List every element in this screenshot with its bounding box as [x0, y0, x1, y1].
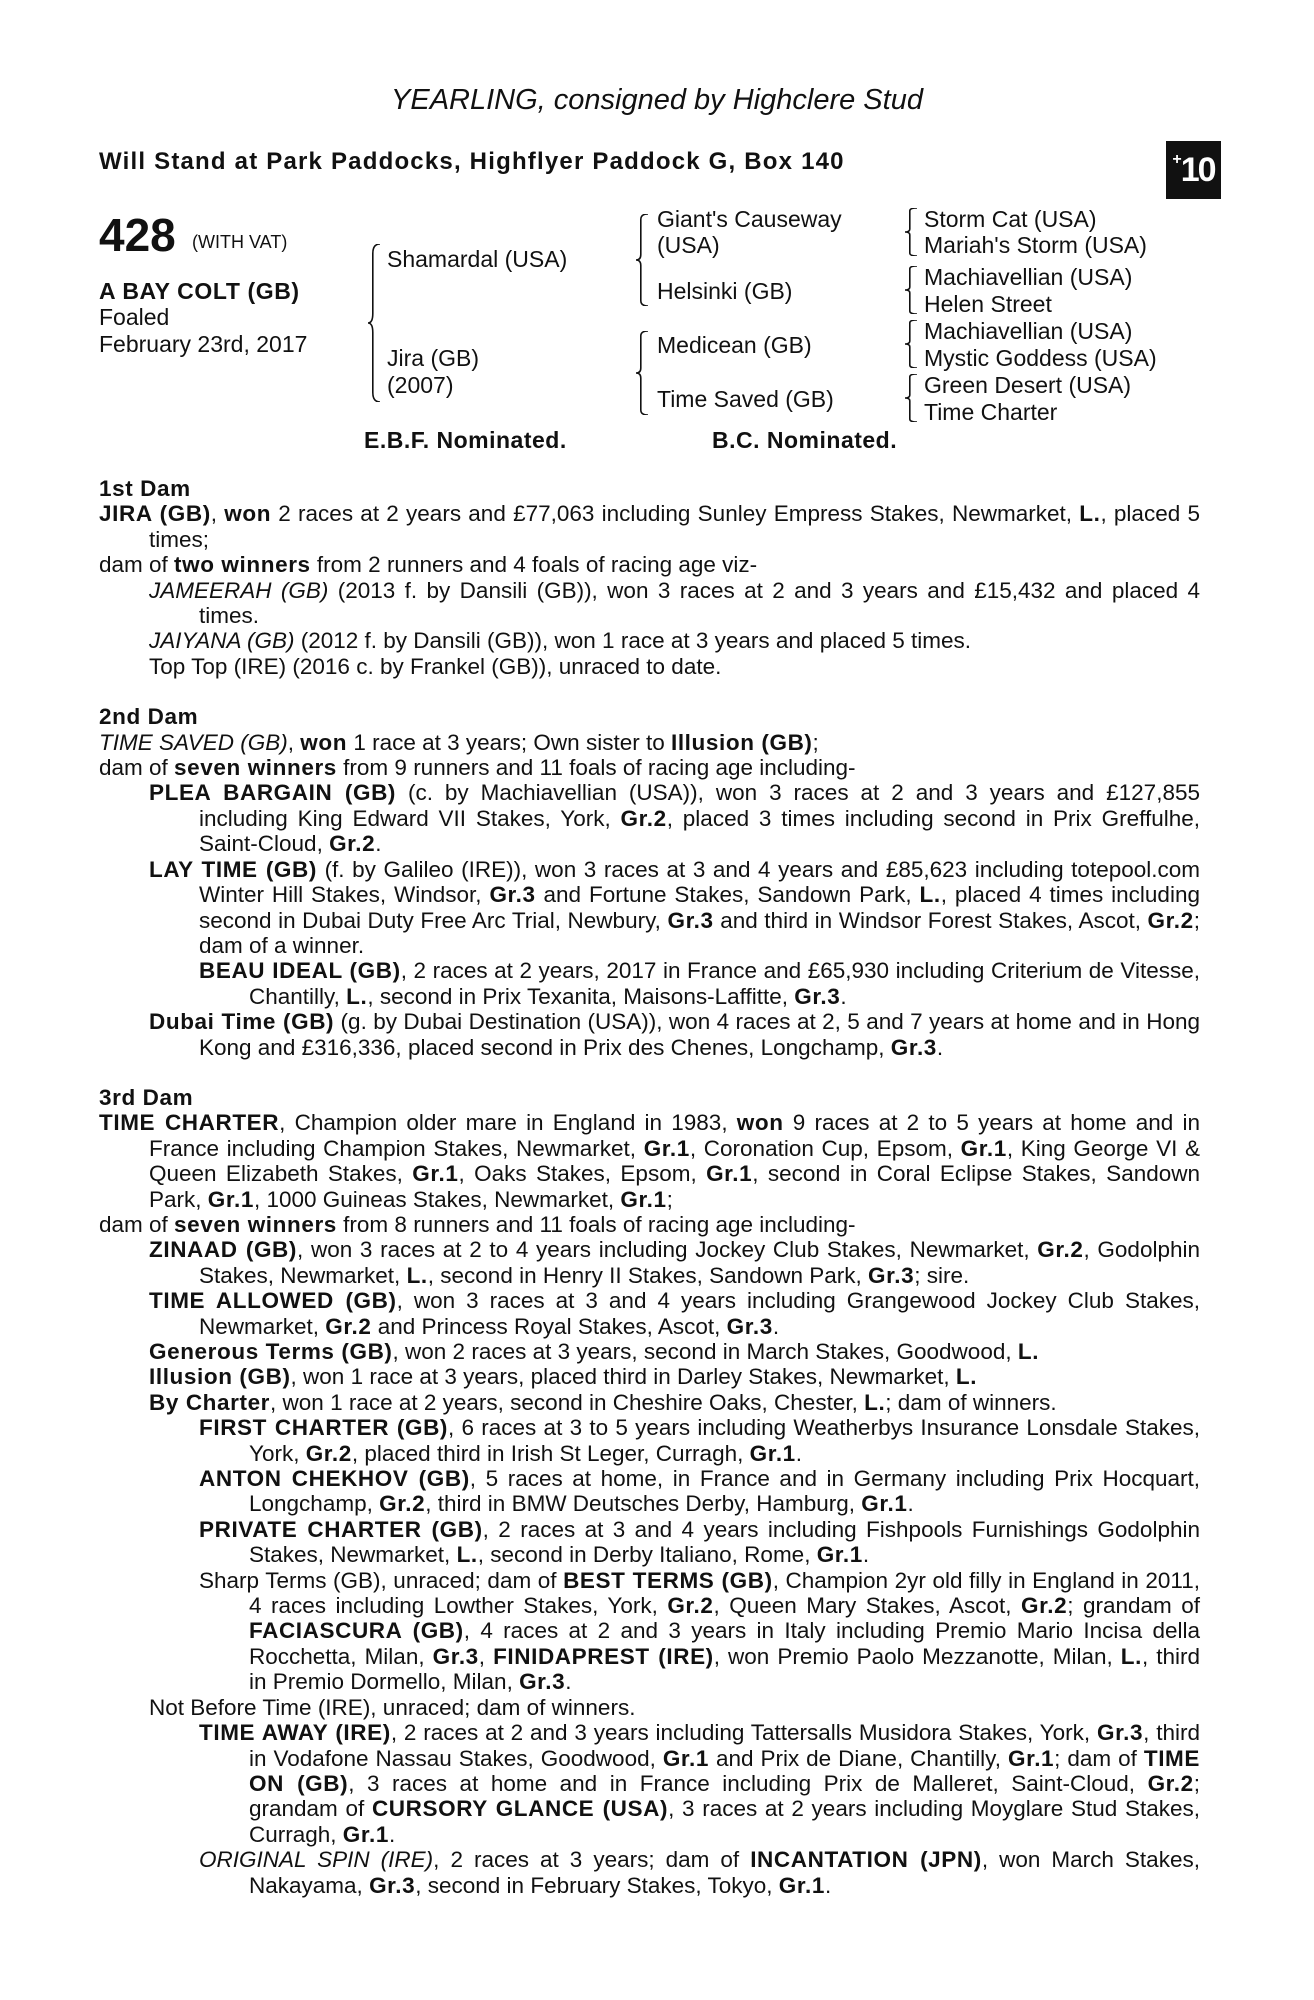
text: .: [862, 1542, 870, 1568]
produce-record: [99, 654, 1200, 679]
bold-text: Gr.1: [706, 1161, 753, 1187]
pedigree-dam-year: (2007): [387, 372, 454, 398]
produce-record: [99, 578, 1200, 629]
text: and Fortune Stakes, Sandown Park,: [535, 882, 920, 908]
bold-text: L.: [406, 1262, 428, 1288]
text: dam of: [99, 552, 175, 578]
lot-number: 428: [99, 209, 176, 261]
bold-text: By Charter: [149, 1389, 271, 1415]
bold-text: BEST TERMS (GB): [563, 1567, 773, 1593]
section-heading: 3rd Dam: [99, 1084, 194, 1110]
text: .: [795, 1440, 803, 1466]
bold-text: won: [224, 501, 272, 527]
produce-record: [99, 1847, 1200, 1898]
brace-icon: [905, 374, 917, 422]
bold-text: won: [736, 1110, 784, 1136]
text: , 1000 Guineas Stakes, Newmarket,: [253, 1186, 621, 1212]
bold-text: FIRST CHARTER (GB): [199, 1415, 449, 1441]
text: , second in February Stakes, Tokyo,: [415, 1872, 779, 1898]
text: ; sire.: [914, 1262, 970, 1288]
text: , 5 races at home, in France and in Germany including Prix Hocquart, Longchamp,: [249, 1466, 1200, 1517]
bold-text: Gr.1: [861, 1491, 908, 1517]
text: , 2 races at 2 and 3 years including Tattersalls Musidora Stakes, York,: [390, 1720, 1097, 1746]
dam-section: [99, 476, 1200, 679]
text: and Prix de Diane, Chantilly,: [709, 1745, 1008, 1771]
text: , Coronation Cup, Epsom,: [689, 1135, 961, 1161]
foaled-date: February 23rd, 2017: [99, 331, 308, 357]
text: Sharp Terms (GB), unraced; dam of: [199, 1567, 564, 1593]
pedigree-gen3: Mystic Goddess (USA): [924, 345, 1157, 371]
bold-text: Gr.1: [749, 1440, 796, 1466]
text: .: [936, 1034, 944, 1060]
bold-text: Gr.3: [369, 1872, 416, 1898]
bold-text: Gr.3: [794, 983, 841, 1009]
text: ,: [210, 501, 225, 527]
bold-text: Gr.1: [620, 1186, 667, 1212]
produce-record: [99, 1364, 1200, 1389]
brace-icon: [905, 208, 917, 256]
bold-text: Illusion (GB): [149, 1364, 291, 1390]
text: , Queen Mary Stakes, Ascot,: [713, 1593, 1022, 1619]
bold-text: Gr.1: [342, 1821, 389, 1847]
italic-text: TIME SAVED (GB): [99, 729, 288, 755]
text: 1 race at 3 years; Own sister to: [347, 729, 671, 755]
produce-record: [99, 958, 1200, 1009]
pedigree-sire: Shamardal (USA): [387, 246, 568, 272]
text: , Champion 2yr old filly in England in 2011, 4 races including Lowther Stakes, York,: [249, 1567, 1200, 1619]
text: .: [824, 1872, 832, 1898]
pedigree-gen3: Green Desert (USA): [924, 372, 1132, 398]
bold-text: Gr.1: [778, 1872, 825, 1898]
bold-text: TIME CHARTER: [99, 1110, 280, 1136]
text: , placed 4 times including second in Dubai Duty Free Arc Trial, Newbury,: [199, 882, 1200, 933]
bold-text: Gr.3: [519, 1669, 566, 1695]
text: .: [388, 1821, 396, 1847]
bold-text: Gr.1: [960, 1135, 1007, 1161]
brace-icon: [636, 214, 648, 306]
text: , third in BMW Deutsches Derby, Hamburg,: [425, 1491, 862, 1517]
italic-text: ORIGINAL SPIN (IRE): [199, 1847, 434, 1873]
bold-text: Gr.1: [1007, 1745, 1055, 1771]
text: , third in Vodafone Nassau Stakes, Goodwood,: [249, 1720, 1200, 1771]
bold-text: L.: [456, 1542, 478, 1568]
text: , 6 races at 3 to 5 years including Weatherbys Insurance Lonsdale Stakes, York,: [249, 1415, 1200, 1466]
text: dam of: [99, 1211, 175, 1237]
brace-icon: [368, 244, 380, 402]
bold-text: L.: [346, 983, 368, 1009]
text: 2 races at 2 years and £77,063 including Sunley Empress Stakes, Newmarket,: [271, 501, 1080, 527]
text: , second in Coral Eclipse Stakes, Sandown Park,: [149, 1161, 1201, 1212]
ebf-nominated: E.B.F. Nominated.: [364, 427, 567, 453]
bold-text: Gr.2: [329, 831, 376, 857]
text: ; grandam of: [1067, 1593, 1200, 1619]
bold-text: seven winners: [174, 1211, 337, 1237]
text: , King George VI & Queen Elizabeth Stakes,: [149, 1135, 1201, 1187]
bold-text: L.: [919, 882, 941, 908]
text: ,: [287, 729, 301, 755]
page-title: YEARLING, consigned by Highclere Stud: [391, 84, 923, 116]
bold-text: L.: [1120, 1643, 1142, 1669]
text: and Princess Royal Stakes, Ascot,: [371, 1313, 727, 1339]
bold-text: Gr.3: [489, 882, 536, 908]
produce-record: [99, 730, 1200, 755]
text: , 4 races at 2 and 3 years in Italy including Premio Mario Incisa della Rocchetta, Milan,: [249, 1618, 1201, 1669]
text: (2013 f. by Dansili (GB)), won 3 races at 2 and 3 years and £15,432 and placed 4 times.: [199, 577, 1201, 629]
bc-nominated: B.C. Nominated.: [712, 427, 898, 453]
italic-text: JAIYANA (GB): [149, 628, 295, 654]
bold-text: Gr.2: [1147, 1770, 1194, 1796]
bold-text: FACIASCURA (GB): [249, 1618, 464, 1644]
catalogue-body: [99, 476, 1200, 1923]
brace-icon: [905, 266, 917, 314]
bold-text: Gr.3: [1096, 1720, 1144, 1746]
lot-badge-icon: [1166, 141, 1221, 199]
bold-text: PRIVATE CHARTER (GB): [199, 1516, 483, 1542]
pedigree-gen3: Storm Cat (USA): [924, 206, 1097, 232]
bold-text: L.: [1017, 1339, 1040, 1364]
vat-note: (WITH VAT): [192, 232, 288, 252]
bold-text: Gr.2: [305, 1440, 352, 1466]
bold-text: Gr.2: [1037, 1237, 1084, 1263]
text: , 3 races at 2 years including Moyglare Stud Stakes, Curragh,: [249, 1796, 1200, 1847]
text: , won 2 races at 3 years, second in March Stakes, Goodwood,: [392, 1339, 1018, 1364]
bold-text: L.: [1079, 501, 1101, 527]
bold-text: Gr.3: [726, 1313, 773, 1339]
bold-text: PLEA BARGAIN (GB): [149, 780, 397, 806]
bold-text: two winners: [174, 552, 311, 578]
text: .: [375, 831, 382, 857]
bold-text: Gr.2: [1021, 1593, 1068, 1619]
italic-text: JAMEERAH (GB): [149, 577, 329, 603]
pedigree-gen3: Time Charter: [924, 399, 1058, 425]
brace-icon: [636, 331, 648, 415]
pedigree-sire-dam: Helsinki (GB): [657, 278, 793, 304]
produce-record: [99, 501, 1200, 552]
pedigree-dam-sire: Medicean (GB): [657, 332, 812, 358]
pedigree-dam-dam: Time Saved (GB): [657, 386, 834, 412]
text: , won 1 race at 3 years, placed third in Darley Stakes, Newmarket,: [290, 1364, 956, 1390]
text: , won 3 races at 2 to 4 years including Jockey Club Stakes, Newmarket,: [297, 1237, 1038, 1263]
produce-record: [99, 552, 1200, 577]
text: , won March Stakes, Nakayama,: [249, 1847, 1200, 1898]
bold-text: Gr.2: [379, 1491, 426, 1517]
text: , Godolphin Stakes, Newmarket,: [199, 1237, 1200, 1288]
produce-record: [99, 1009, 1200, 1060]
bold-text: JIRA (GB): [99, 501, 211, 527]
text: (g. by Dubai Destination (USA)), won 4 races at 2, 5 and 7 years at home and in Hong Kong and £316,336, placed second in Prix des Chenes, Longchamp,: [199, 1009, 1200, 1060]
text: , second in Prix Texanita, Maisons-Laffitte,: [367, 983, 795, 1009]
bold-text: Gr.3: [868, 1262, 915, 1288]
bold-text: Dubai Time (GB): [149, 1009, 335, 1035]
produce-record: [99, 628, 1200, 653]
produce-record: [99, 1517, 1200, 1568]
text: , third in Premio Dormello, Milan,: [249, 1643, 1200, 1695]
text: , 2 races at 3 years; dam of: [433, 1847, 751, 1873]
text: .: [907, 1491, 914, 1517]
bold-text: BEAU IDEAL (GB): [199, 958, 401, 984]
produce-record: [99, 1466, 1200, 1517]
bold-text: Gr.1: [207, 1186, 254, 1212]
bold-text: Illusion (GB): [670, 729, 813, 755]
text: and third in Windsor Forest Stakes, Ascot,: [713, 907, 1148, 933]
bold-text: Gr.2: [1147, 907, 1194, 933]
text: , 3 races at home and in France including Prix de Malleret, Saint-Cloud,: [348, 1770, 1148, 1796]
produce-record: [99, 857, 1200, 959]
bold-text: ANTON CHEKHOV (GB): [199, 1466, 470, 1492]
text: ; dam of: [1054, 1745, 1144, 1771]
produce-record: [99, 1110, 1200, 1212]
text: , won 3 races at 3 and 4 years including Grangewood Jockey Club Stakes, Newmarket,: [199, 1288, 1200, 1339]
text: , placed 5 times;: [149, 501, 1200, 552]
produce-record: [99, 1212, 1200, 1237]
text: , second in Henry II Stakes, Sandown Park,: [427, 1262, 869, 1288]
bold-text: TIME ON (GB): [249, 1745, 1200, 1796]
text: .: [565, 1669, 572, 1695]
text: , won Premio Paolo Mezzanotte, Milan,: [713, 1643, 1121, 1669]
bold-text: Generous Terms (GB): [149, 1339, 393, 1364]
bold-text: Gr.2: [620, 805, 667, 831]
produce-record: [99, 1415, 1200, 1466]
pedigree-dam: Jira (GB): [387, 345, 479, 371]
text: ,: [478, 1643, 494, 1669]
text: 9 races at 2 to 5 years at home and in France including Champion Stakes, Newmarket,: [149, 1110, 1201, 1161]
produce-record: [99, 1720, 1200, 1847]
text: .: [840, 983, 847, 1009]
produce-record: [99, 780, 1200, 856]
section-heading: 2nd Dam: [99, 704, 199, 730]
text: , Oaks Stakes, Epsom,: [458, 1161, 707, 1187]
bold-text: Gr.1: [662, 1745, 709, 1771]
text: ; grandam of: [249, 1770, 1201, 1822]
text: ; dam of winners.: [885, 1389, 1057, 1415]
text: ;: [812, 729, 819, 755]
bold-text: Gr.1: [816, 1542, 863, 1568]
text: from 8 runners and 11 foals of racing age including-: [336, 1211, 856, 1237]
dam-section: [99, 704, 1200, 1060]
text: from 9 runners and 11 foals of racing age including-: [336, 755, 856, 781]
bold-text: seven winners: [174, 755, 337, 781]
stand-location: Will Stand at Park Paddocks, Highflyer Paddock G, Box 140: [99, 148, 845, 175]
produce-record: [99, 755, 1200, 780]
text: ;: [666, 1186, 673, 1212]
brace-icon: [905, 320, 917, 368]
bold-text: INCANTATION (JPN): [750, 1847, 982, 1873]
text: dam of: [99, 755, 175, 781]
dam-section: [99, 1085, 1200, 1898]
text: (f. by Galileo (IRE)), won 3 races at 3 and 4 years and £85,623 including totepool.com Winter Hill Stakes, Windsor,: [199, 856, 1200, 908]
bold-text: L.: [864, 1389, 886, 1415]
produce-record: [99, 1695, 1200, 1720]
text: , second in Derby Italiano, Rome,: [477, 1542, 817, 1568]
text: , 2 races at 3 and 4 years including Fishpools Furnishings Godolphin Stakes, Newmarket,: [249, 1516, 1200, 1568]
bold-text: Gr.1: [643, 1135, 690, 1161]
pedigree-gen3: Mariah's Storm (USA): [924, 232, 1147, 258]
horse-name: A BAY COLT (GB): [99, 278, 300, 304]
text: , 2 races at 2 years, 2017 in France and £65,930 including Criterium de Vitesse, Chantilly,: [249, 958, 1200, 1009]
text: ; dam of a winner.: [199, 907, 1200, 958]
section-heading: 1st Dam: [99, 476, 191, 501]
badge-plus: +: [1172, 151, 1180, 168]
produce-record: [99, 1339, 1200, 1364]
text: from 2 runners and 4 foals of racing age viz-: [310, 552, 758, 578]
bold-text: Gr.2: [667, 1593, 714, 1619]
pedigree-sire-sire: Giant's Causeway: [657, 206, 842, 232]
bold-text: Gr.2: [325, 1313, 372, 1339]
bold-text: Gr.3: [667, 907, 714, 933]
text: (c. by Machiavellian (USA)), won 3 races at 2 and 3 years and £127,855 including King Edward VII Stakes, York,: [199, 780, 1200, 831]
bold-text: TIME AWAY (IRE): [199, 1720, 391, 1746]
text: , placed third in Irish St Leger, Curragh,: [351, 1440, 750, 1466]
pedigree-gen3: Machiavellian (USA): [924, 264, 1133, 290]
bold-text: TIME ALLOWED (GB): [149, 1288, 397, 1314]
bold-text: Gr.1: [412, 1161, 459, 1187]
pedigree-gen3: Helen Street: [924, 291, 1052, 317]
pedigree-sire-sire-country: (USA): [657, 232, 720, 258]
text: .: [772, 1313, 780, 1339]
text: Not Before Time (IRE), unraced; dam of winners.: [149, 1694, 636, 1720]
bold-text: ZINAAD (GB): [149, 1237, 298, 1263]
bold-text: CURSORY GLANCE (USA): [371, 1796, 669, 1822]
produce-record: [99, 1390, 1200, 1415]
text: , placed 3 times including second in Prix Greffulhe, Saint-Cloud,: [199, 805, 1200, 857]
text: Top Top (IRE) (2016 c. by Frankel (GB)), unraced to date.: [149, 653, 722, 679]
bold-text: L.: [955, 1364, 978, 1390]
text: , Champion older mare in England in 1983,: [279, 1110, 737, 1136]
bold-text: won: [300, 729, 348, 755]
produce-record: [99, 1237, 1200, 1288]
badge-number: 10: [1180, 150, 1215, 189]
bold-text: FINIDAPREST (IRE): [493, 1643, 714, 1669]
pedigree-gen3: Machiavellian (USA): [924, 318, 1133, 344]
text: , won 1 race at 2 years, second in Cheshire Oaks, Chester,: [270, 1389, 865, 1415]
produce-record: [99, 1288, 1200, 1339]
text: (2012 f. by Dansili (GB)), won 1 race at 3 years and placed 5 times.: [294, 628, 972, 654]
bold-text: LAY TIME (GB): [149, 856, 317, 882]
produce-record: [99, 1568, 1200, 1695]
foaled-label: Foaled: [99, 304, 170, 330]
bold-text: Gr.3: [432, 1643, 479, 1669]
bold-text: Gr.3: [890, 1034, 937, 1060]
